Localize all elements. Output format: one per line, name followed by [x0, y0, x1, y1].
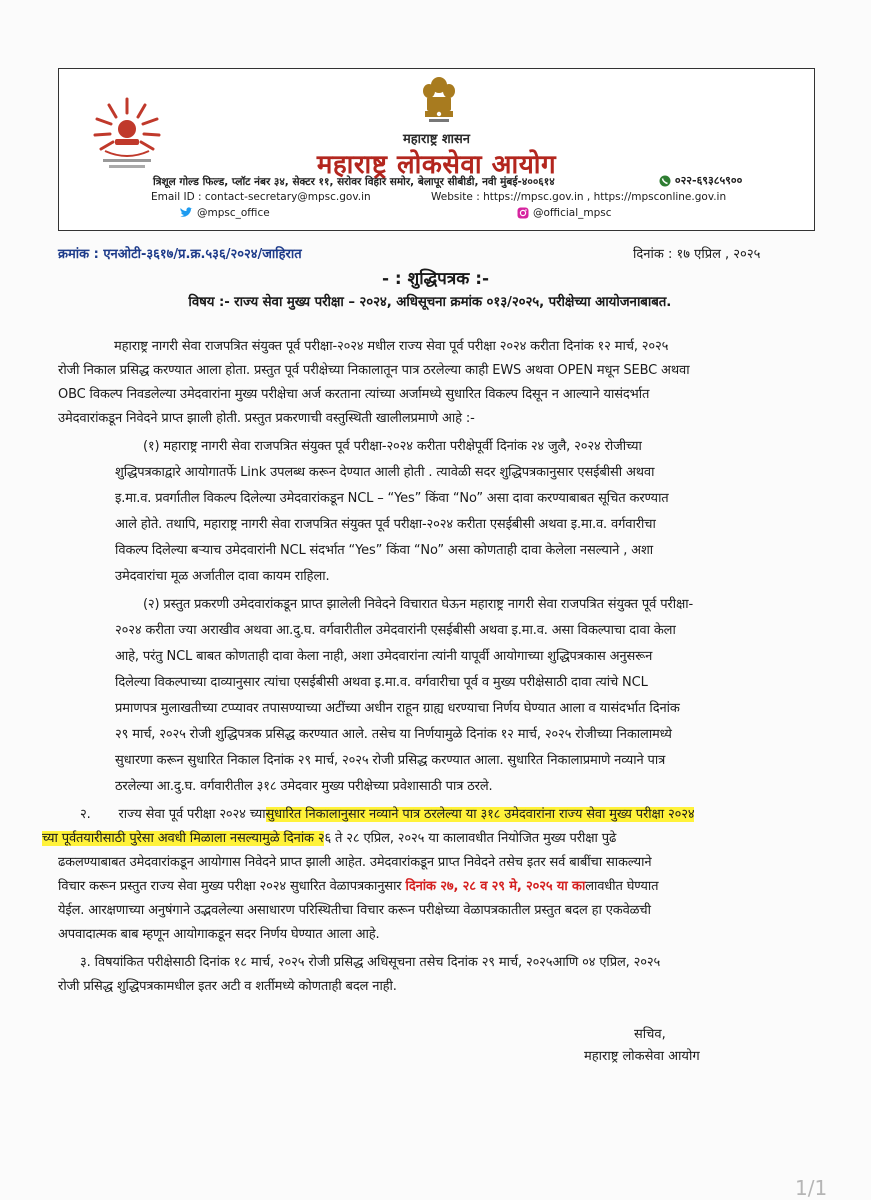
- document-title: - : शुद्धिपत्रक :-: [381, 269, 490, 289]
- p2-line-4-tail: लावधीत घेण्यात: [585, 879, 659, 894]
- p3-line-1: ३. विषयांकित परीक्षेसाठी दिनांक १८ मार्च, २०२५ रोजी प्रसिद्ध अधिसूचना तसेच दिनांक २९ मार्च, २०२५आणि ०४ एप्रिल, २०२५: [80, 955, 661, 970]
- p2-line-2-text: ६ ते २८ एप्रिल, २०२५ या कालावधीत नियोजित मुख्य परीक्षा पुढे: [324, 831, 617, 846]
- instagram-icon: [517, 207, 529, 219]
- sub1-line-4: आले होते. तथापि, महाराष्ट्र नागरी सेवा राजपत्रित संयुक्त पूर्व परीक्षा-२०२४ करीता एसईबीसी अथवा इ.मा.व. वर्गवारीचा: [115, 517, 656, 532]
- government-label: महाराष्ट्र शासन: [402, 132, 471, 147]
- p2-line-6: अपवादात्मक बाब म्हणून आयोगाकडून सदर निर्णय घेण्यात आला आहे.: [58, 927, 380, 942]
- twitter-text: @mpsc_office: [197, 207, 270, 219]
- p2-line-2: [42, 828, 616, 846]
- sub1-line-6: उमेदवारांचा मूळ अर्जातील दावा कायम राहिला.: [115, 569, 330, 584]
- p1-line-4: उमेदवारांकडून निवेदने प्राप्त झाली होती. प्रस्तुत प्रकरणाची वस्तुस्थिती खालीलप्रमाणे आहे :-: [58, 411, 475, 426]
- organization-name: महाराष्ट्र लोकसेवा आयोग: [316, 150, 557, 180]
- p2-line-4: [58, 876, 658, 894]
- twitter-icon: [179, 207, 193, 219]
- sub2-line-2: २०२४ करीता ज्या अराखीव अथवा आ.दु.घ. वर्गवारीतील उमेदवारांनी एसईबीसी अथवा इ.मा.व. असा विकल्पाचा दावा केला: [115, 623, 676, 638]
- sub2-line-6: २९ मार्च, २०२५ रोजी शुद्धिपत्रक प्रसिद्ध करण्यात आले. तसेच या निर्णयामुळे दिनांक १२ मार्च, २०२५ रोजीच्या निकालामध्ये: [115, 727, 672, 742]
- instagram-text: @official_mpsc: [533, 207, 612, 219]
- letterhead: [58, 68, 815, 231]
- phone-contact: [659, 173, 742, 188]
- sub1-line-5: विकल्प दिलेल्या बऱ्याच उमेदवारांनी NCL संदर्भात “Yes” किंवा “No” असा कोणताही दावा केलेला नसल्याने , अशा: [115, 543, 654, 558]
- email-contact: Email ID : contact-secretary@mpsc.gov.in: [151, 191, 371, 203]
- p2-line-4-text: विचार करून प्रस्तुत राज्य सेवा मुख्य परीक्षा २०२४ सुधारित वेळापत्रकानुसार: [58, 879, 406, 894]
- phone-number: ०२२-६९३८५९००: [674, 174, 743, 187]
- p1-line-3: OBC विकल्प निवडलेल्या उमेदवारांना मुख्य परीक्षेचा अर्ज करताना त्यांच्या अर्जामध्ये सुधारित विकल्प दिसून न आल्याने यासंदर्भात: [58, 387, 650, 402]
- p2-line-3: ढकलण्याबाबत उमेदवारांकडून आयोगास निवेदने प्राप्त झाली आहेत. उमेदवारांकडून प्राप्त निवेदने तसेच इतर सर्व बाबींचा साकल्याने: [58, 855, 652, 870]
- sub2-line-3: आहे, परंतु NCL बाबत कोणताही दावा केला नाही, अशा उमेदवारांना त्यांनी यापूर्वी आयोगाच्या शुद्धिपत्रकास अनुसरून: [115, 649, 653, 664]
- sub1-line-3: इ.मा.व. प्रवर्गातील विकल्प दिलेल्या उमेदवारांकडून NCL – “Yes” किंवा “No” असा दावा करण्याबाबत सूचित करण्यात: [115, 491, 669, 506]
- p1-line-2: रोजी निकाल प्रसिद्ध करण्यात आला होता. प्रस्तुत पूर्व परीक्षेच्या निकालातून पात्र ठरलेल्या काही EWS अथवा OPEN मधून SEBC अथवा: [58, 363, 690, 378]
- sub2-line-4: दिलेल्या विकल्पाच्या दाव्यानुसार त्यांचा एसईबीसी अथवा इ.मा.व. वर्गवारीचा पूर्व व मुख्य परीक्षेसाठी दावा त्यांचे NCL: [115, 675, 648, 690]
- sub1-line-2: शुद्धिपत्रकाद्वारे आयोगातर्फे Link उपलब्ध करून देण्यात आली होती . त्यावेळी सदर शुद्धिपत्रकानुसार एसईबीसी अथवा: [115, 465, 655, 480]
- signature-org: महाराष्ट्र लोकसेवा आयोग: [584, 1049, 700, 1064]
- p2-number: २.: [80, 807, 91, 822]
- instagram-handle: [517, 207, 612, 219]
- sub2-line-5: प्रमाणपत्र मुलाखतीच्या टप्प्यावर तपासण्याच्या अटींच्या अधीन राहून ग्राह्य धरण्याचा निर्णय घेण्यात आला व यासंदर्भात दिनांक: [115, 701, 680, 716]
- exam-dates-red: दिनांक २७, २८ व २९ मे, २०२५ या का: [405, 879, 586, 894]
- p2-line-1: [80, 804, 694, 822]
- sub1-line-1: (१) महाराष्ट्र नागरी सेवा राजपत्रित संयुक्त पूर्व परीक्षा-२०२४ करीता परीक्षेपूर्वी दिनांक २४ जुलै, २०२४ रोजीच्या: [143, 439, 642, 454]
- phone-icon: [659, 175, 671, 187]
- p2-line-1-text: राज्य सेवा पूर्व परीक्षा २०२४ च्या: [118, 807, 266, 822]
- address: त्रिशूल गोल्ड फिल्ड, प्लॉट नंबर ३४, सेक्टर ११, सरोवर विहार समोर, बेलापूर सीबीडी, नवी मुंबई-४००६१४: [153, 176, 555, 188]
- subject-line: विषय :- राज्य सेवा मुख्य परीक्षा – २०२४, अधिसूचना क्रमांक ०१३/२०२५, परीक्षेच्या आयोजनाबाबत.: [188, 294, 672, 310]
- p1-line-1: महाराष्ट्र नागरी सेवा राजपत्रित संयुक्त पूर्व परीक्षा-२०२४ मधील राज्य सेवा पूर्व परीक्षा २०२४ करीता दिनांक १२ मार्च, २०२५: [114, 339, 669, 354]
- national-emblem-icon: [421, 75, 457, 127]
- highlighted-text: सुधारित निकालानुसार नव्याने पात्र ठरलेल्या या ३१८ उमेदवारांना राज्य सेवा मुख्य परीक्षा २०२४: [265, 807, 695, 822]
- website-links: Website : https://mpsc.gov.in , https://mpsconline.gov.in: [431, 191, 727, 203]
- page-indicator: 1/1: [795, 1176, 828, 1200]
- document-date: दिनांक : १७ एप्रिल , २०२५: [633, 247, 761, 262]
- sub2-line-8: ठरलेल्या आ.दु.घ. वर्गवारीतील ३१८ उमेदवार मुख्य परीक्षेच्या प्रवेशासाठी पात्र ठरले.: [115, 779, 493, 794]
- sub2-line-1: (२) प्रस्तुत प्रकरणी उमेदवारांकडून प्राप्त झालेली निवेदने विचारात घेऊन महाराष्ट्र नागरी सेवा राजपत्रित संयुक्त पूर्व परीक्षा-: [143, 597, 694, 612]
- highlighted-text: च्या पूर्वतयारीसाठी पुरेसा अवधी मिळाला नसल्यामुळे दिनांक २: [42, 831, 325, 846]
- signature-designation: सचिव,: [634, 1027, 666, 1042]
- p2-line-5: येईल. आरक्षणाच्या अनुषंगाने उद्भवलेल्या असाधारण परिस्थितीचा विचार करून परीक्षेच्या वेळापत्रकातील प्रस्तुत बदल हा एकवेळची: [58, 903, 651, 918]
- twitter-handle: [179, 207, 270, 219]
- sub2-line-7: सुधारणा करून सुधारित निकाल दिनांक २९ मार्च, २०२५ रोजी प्रसिद्ध करण्यात आला. सुधारित निकालाप्रमाणे नव्याने पात्र: [115, 753, 666, 768]
- p3-line-2: रोजी प्रसिद्ध शुद्धिपत्रकामधील इतर अटी व शर्तीमध्ये कोणताही बदल नाही.: [58, 979, 397, 994]
- reference-number: क्रमांक : एनओटी-३६१७/प्र.क्र.५३६/२०२४/जाहिरात: [58, 247, 302, 262]
